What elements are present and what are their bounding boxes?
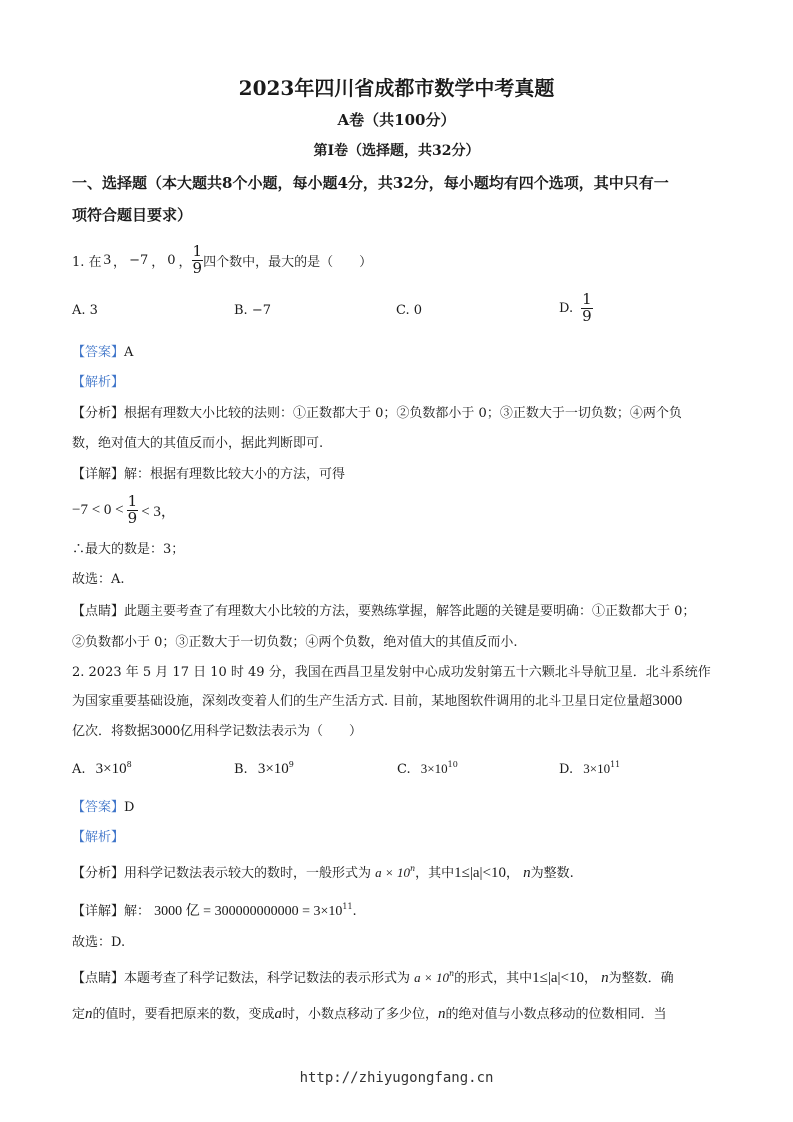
q2-option-d: D. $3\times 10^{11}$ (559, 760, 621, 777)
q1-choose: 故选：A. (72, 572, 125, 587)
part-1-heading: 第I卷（选择题，共32分） (313, 143, 480, 159)
q2-dianjing-line-1: 【点睛】本题考查了科学记数法，科学记数法的表示形式为 $a \times 10^n$的形式，其中1≤|a|<10， n为整数．确 (72, 969, 674, 986)
q1-fenxi-line-1: 【分析】根据有理数大小比较的法则：①正数都大于 0；②负数都小于 0；③正数大于一切负数；④两个负 (72, 406, 682, 421)
q2-stem-line-1: 2. 2023 年 5 月 17 日 10 时 49 分，我国在西昌卫星发射中心成功发射第五十六颗北斗导航卫星．北斗系统作 (72, 665, 711, 680)
q2-option-b: B. $3\times 10^9$ (234, 760, 294, 777)
q2-xiangjie: 【详解】解： 3000 亿 = $300000000000 = 3\times 10^{11}$. (72, 902, 357, 919)
q2-answer: 【答案】D (72, 800, 135, 815)
page-title: 2023年四川省成都市数学中考真题 (238, 76, 555, 100)
q1-inequality: −7 < 0 < $\frac{1}{9}$ < 3， (72, 491, 176, 527)
q1-option-b: B. −7 (234, 303, 271, 318)
question-1-stem: 1. 在 3 ， −7 ， 0 ， $\frac{1}{9}$ 四个数中，最大的是（ ） (72, 241, 373, 277)
q1-option-c: C. 0 (396, 303, 423, 318)
q2-stem-line-2: 为国家重要基础设施，深刻改变着人们的生产生活方式. 目前，某地图软件调用的北斗卫星日定位量超3000 (72, 693, 683, 709)
q2-analysis-tag: 【解析】 (72, 830, 125, 845)
q1-fenxi-line-2: 数，绝对值大的其值反而小，据此判断即可. (72, 436, 324, 451)
fraction-one-ninth: $\frac{1}{9}$ (582, 290, 592, 325)
footer-url: http://zhiyugongfang.cn (299, 1070, 494, 1086)
q1-xiangjie: 【详解】解：根据有理数比较大小的方法，可得 (72, 467, 346, 482)
q1-conclusion: ∴最大的数是：3； (72, 542, 185, 557)
section-heading-line-2: 项符合题目要求） (72, 206, 193, 224)
q1-option-a: A. 3 (72, 303, 98, 318)
q2-dianjing-line-2: 定n的值时，要看把原来的数，变成a时，小数点移动了多少位，n的绝对值与小数点移动的位数相同．当 (72, 1006, 667, 1022)
q2-option-c: C. $3\times 10^{10}$ (397, 760, 458, 777)
q1-dianjing-line-2: ②负数都小于 0；③正数大于一切负数；④两个负数，绝对值大的其值反而小. (72, 635, 518, 650)
q1-dianjing-line-1: 【点睛】此题主要考查了有理数大小比较的方法，要熟练掌握，解答此题的关键是要明确：①正数都大于 0； (72, 604, 696, 619)
fraction-one-ninth: $\frac{1}{9}$ (192, 241, 203, 277)
volume-a-heading: A卷（共100分） (337, 111, 456, 129)
q1-option-d: D. $\frac{1}{9}$ (559, 290, 592, 325)
q1-analysis-tag: 【解析】 (72, 375, 125, 390)
q1-answer: 【答案】A (72, 345, 134, 360)
fraction-one-ninth: $\frac{1}{9}$ (127, 491, 138, 527)
q2-stem-line-3: 亿次．将数据3000亿用科学记数法表示为（ ） (72, 723, 363, 739)
q2-fenxi: 【分析】用科学记数法表示较大的数时，一般形式为 $a \times 10^n$，其中1≤|a|<10， n为整数. (72, 864, 574, 881)
q2-choose: 故选：D. (72, 935, 126, 950)
section-heading-line-1: 一、选择题（本大题共8个小题，每小题4分，共32分，每小题均有四个选项，其中只有一 (72, 174, 669, 192)
q2-option-a: A. $3\times 10^8$ (72, 760, 132, 777)
